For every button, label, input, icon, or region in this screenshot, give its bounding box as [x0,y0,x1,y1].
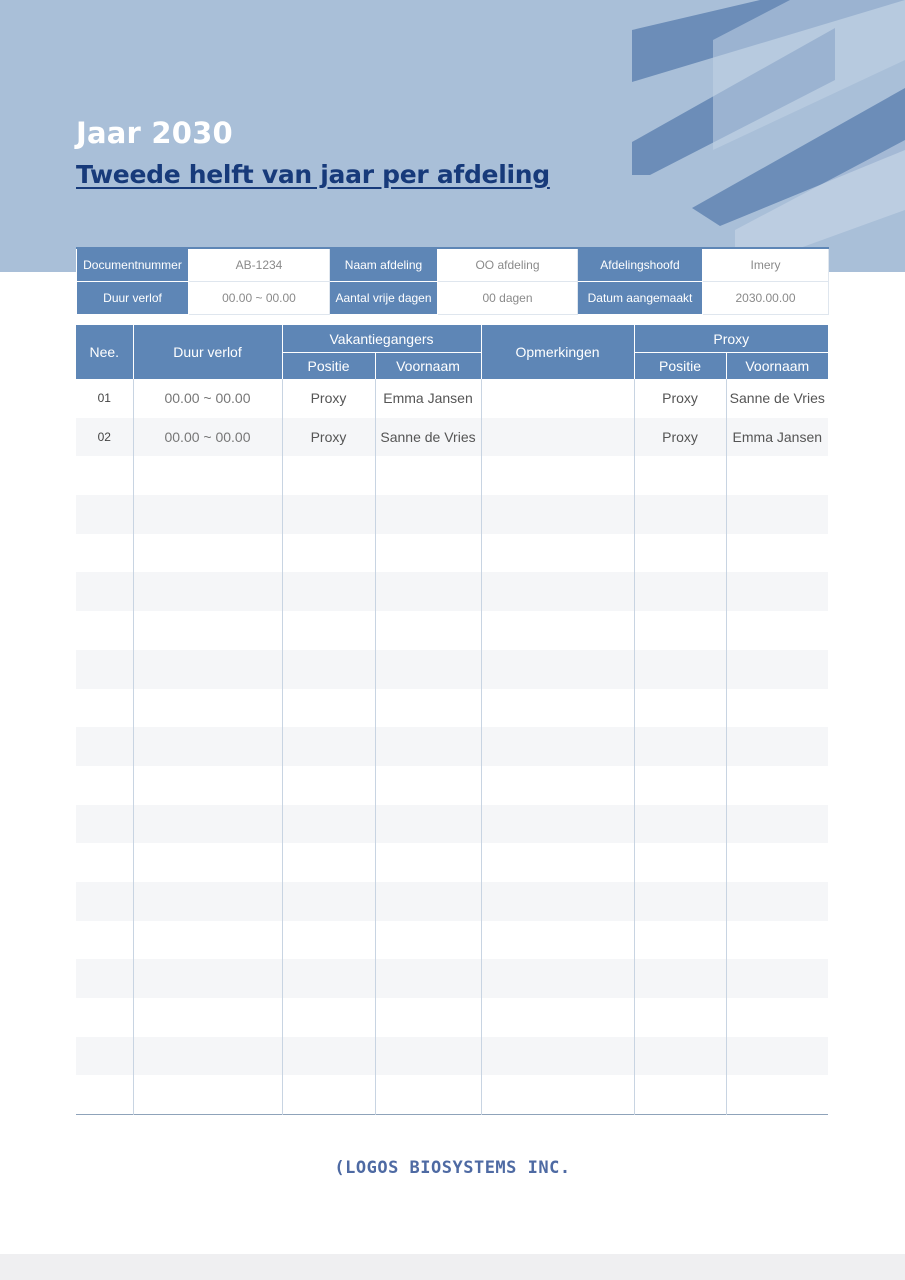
column-group-proxy: Proxy [634,325,828,353]
cell-vak-positie [282,805,375,844]
cell-duur-verlof [133,689,282,728]
cell-vak-voornaam [375,998,481,1037]
cell-nee [76,1075,133,1114]
cell-proxy-voornaam [726,689,828,728]
cell-nee [76,611,133,650]
cell-opmerkingen [481,727,634,766]
cell-proxy-positie [634,650,726,689]
cell-proxy-voornaam: Emma Jansen [726,418,828,457]
cell-proxy-positie [634,1037,726,1076]
cell-opmerkingen [481,882,634,921]
column-header-proxy-voornaam: Voornaam [726,353,828,380]
cell-duur-verlof [133,766,282,805]
table-row [76,727,828,766]
cell-proxy-positie [634,727,726,766]
cell-proxy-positie [634,1075,726,1114]
cell-duur-verlof [133,650,282,689]
cell-proxy-voornaam [726,495,828,534]
table-row [76,456,828,495]
cell-duur-verlof [133,921,282,960]
cell-vak-positie [282,843,375,882]
page-title: Jaar 2030 [76,116,233,150]
cell-duur-verlof [133,1037,282,1076]
cell-vak-positie [282,456,375,495]
table-row [76,882,828,921]
cell-proxy-voornaam [726,805,828,844]
cell-proxy-positie [634,495,726,534]
cell-proxy-voornaam: Sanne de Vries [726,379,828,418]
company-logo: (LOGOS BIOSYSTEMS INC. [334,1158,571,1178]
cell-opmerkingen [481,418,634,457]
footer-strip [0,1254,905,1280]
cell-proxy-positie [634,572,726,611]
cell-proxy-voornaam [726,998,828,1037]
cell-nee [76,805,133,844]
table-row [76,1037,828,1076]
cell-proxy-voornaam [726,611,828,650]
column-header-voornaam: Voornaam [375,353,481,380]
cell-opmerkingen [481,921,634,960]
cell-proxy-voornaam [726,959,828,998]
cell-vak-positie [282,1037,375,1076]
cell-vak-positie [282,572,375,611]
cell-vak-voornaam [375,1037,481,1076]
info-label: Duur verlof [77,282,189,315]
cell-vak-positie [282,959,375,998]
cell-proxy-voornaam [726,534,828,573]
cell-proxy-positie: Proxy [634,418,726,457]
cell-duur-verlof [133,572,282,611]
column-header-opmerkingen: Opmerkingen [481,325,634,379]
cell-vak-voornaam [375,689,481,728]
cell-opmerkingen [481,843,634,882]
cell-proxy-positie [634,456,726,495]
cell-duur-verlof [133,843,282,882]
info-value: 00 dagen [438,282,578,315]
cell-proxy-positie [634,882,726,921]
info-row [77,248,829,282]
cell-vak-positie [282,766,375,805]
cell-vak-positie [282,689,375,728]
table-row [76,650,828,689]
cell-proxy-positie [634,843,726,882]
cell-nee [76,998,133,1037]
cell-proxy-voornaam [726,650,828,689]
cell-duur-verlof [133,611,282,650]
page-subtitle: Tweede helft van jaar per afdeling [76,160,550,189]
cell-proxy-voornaam [726,1075,828,1114]
cell-duur-verlof [133,456,282,495]
cell-opmerkingen [481,1037,634,1076]
cell-nee [76,1037,133,1076]
cell-proxy-voornaam [726,456,828,495]
cell-vak-voornaam [375,572,481,611]
table-row [76,766,828,805]
cell-proxy-voornaam [726,882,828,921]
cell-opmerkingen [481,611,634,650]
cell-nee [76,495,133,534]
table-row [76,998,828,1037]
cell-proxy-voornaam [726,1037,828,1076]
cell-vak-positie: Proxy [282,418,375,457]
cell-opmerkingen [481,689,634,728]
cell-nee [76,534,133,573]
cell-vak-voornaam [375,843,481,882]
cell-duur-verlof [133,959,282,998]
cell-nee: 01 [76,379,133,418]
cell-vak-positie: Proxy [282,379,375,418]
cell-vak-voornaam [375,921,481,960]
cell-proxy-positie [634,959,726,998]
cell-nee [76,921,133,960]
cell-vak-voornaam [375,650,481,689]
cell-vak-positie [282,650,375,689]
cell-opmerkingen [481,495,634,534]
table-row [76,611,828,650]
column-header-positie: Positie [282,353,375,380]
column-group-vakantiegangers: Vakantiegangers [282,325,481,353]
cell-proxy-positie [634,689,726,728]
info-label: Documentnummer [77,248,189,282]
info-value: 00.00 ~ 00.00 [189,282,330,315]
info-label: Afdelingshoofd [578,248,703,282]
table-row [76,572,828,611]
cell-vak-voornaam [375,611,481,650]
info-row [77,282,829,315]
cell-nee [76,843,133,882]
cell-duur-verlof: 00.00 ~ 00.00 [133,418,282,457]
info-value: Imery [703,248,829,282]
table-row [76,418,828,457]
cell-vak-voornaam: Emma Jansen [375,379,481,418]
cell-proxy-positie [634,534,726,573]
cell-nee [76,766,133,805]
cell-vak-positie [282,882,375,921]
document-info-table [76,247,829,315]
column-header-nee: Nee. [76,325,133,379]
cell-vak-positie [282,727,375,766]
cell-proxy-voornaam [726,766,828,805]
cell-vak-voornaam [375,1075,481,1114]
cell-opmerkingen [481,650,634,689]
cell-nee [76,959,133,998]
cell-vak-voornaam: Sanne de Vries [375,418,481,457]
cell-duur-verlof [133,1075,282,1114]
cell-proxy-voornaam [726,843,828,882]
table-row [76,689,828,728]
cell-proxy-voornaam [726,921,828,960]
cell-duur-verlof: 00.00 ~ 00.00 [133,379,282,418]
cell-vak-voornaam [375,534,481,573]
table-row [76,1075,828,1114]
cell-vak-voornaam [375,456,481,495]
info-value: AB-1234 [189,248,330,282]
cell-duur-verlof [133,534,282,573]
table-row [76,843,828,882]
cell-vak-positie [282,534,375,573]
cell-proxy-positie [634,921,726,960]
info-value: OO afdeling [438,248,578,282]
column-header-proxy-positie: Positie [634,353,726,380]
cell-opmerkingen [481,959,634,998]
info-label: Datum aangemaakt [578,282,703,315]
table-row [76,921,828,960]
cell-proxy-positie [634,611,726,650]
table-row [76,495,828,534]
cell-vak-positie [282,1075,375,1114]
cell-vak-voornaam [375,959,481,998]
cell-duur-verlof [133,998,282,1037]
table-row [76,379,828,418]
table-row [76,805,828,844]
cell-opmerkingen [481,1075,634,1114]
cell-opmerkingen [481,805,634,844]
cell-proxy-positie [634,766,726,805]
cell-opmerkingen [481,998,634,1037]
cell-opmerkingen [481,456,634,495]
info-label: Aantal vrije dagen [330,282,438,315]
cell-duur-verlof [133,727,282,766]
cell-nee [76,456,133,495]
cell-opmerkingen [481,379,634,418]
cell-nee [76,650,133,689]
cell-proxy-positie [634,998,726,1037]
cell-opmerkingen [481,534,634,573]
cell-proxy-voornaam [726,727,828,766]
cell-vak-voornaam [375,882,481,921]
info-value: 2030.00.00 [703,282,829,315]
cell-nee [76,689,133,728]
cell-proxy-voornaam [726,572,828,611]
cell-vak-voornaam [375,805,481,844]
cell-vak-positie [282,921,375,960]
cell-vak-positie [282,611,375,650]
table-row [76,959,828,998]
cell-vak-positie [282,495,375,534]
cell-proxy-positie: Proxy [634,379,726,418]
cell-duur-verlof [133,495,282,534]
cell-vak-voornaam [375,495,481,534]
cell-proxy-positie [634,805,726,844]
column-header-duur-verlof: Duur verlof [133,325,282,379]
cell-vak-voornaam [375,727,481,766]
cell-nee [76,727,133,766]
cell-nee: 02 [76,418,133,457]
info-label: Naam afdeling [330,248,438,282]
cell-nee [76,882,133,921]
cell-duur-verlof [133,882,282,921]
cell-nee [76,572,133,611]
cell-duur-verlof [133,805,282,844]
table-row [76,534,828,573]
cell-vak-positie [282,998,375,1037]
cell-opmerkingen [481,766,634,805]
leave-table [76,325,828,1115]
cell-vak-voornaam [375,766,481,805]
cell-opmerkingen [481,572,634,611]
